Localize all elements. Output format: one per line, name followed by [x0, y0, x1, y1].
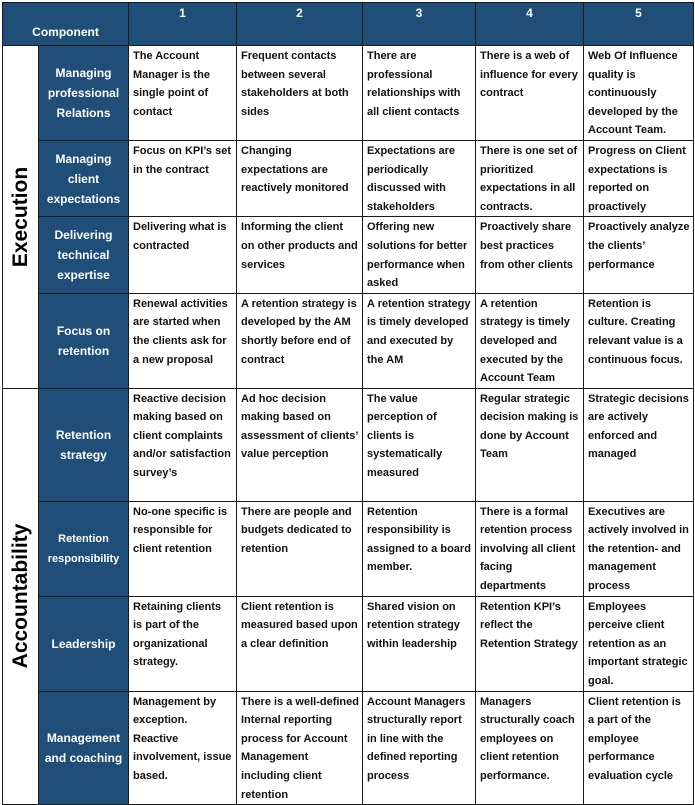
- level-cell: Proactively analyze the clients’ performance: [584, 217, 694, 293]
- level-header-3: 3: [363, 3, 476, 46]
- table-row: [3, 501, 694, 596]
- component-label: Delivering technical expertise: [39, 217, 129, 293]
- level-cell: Client retention is a part of the employee performance evaluation cycle: [584, 691, 694, 805]
- level-cell: Frequent contacts between several stakeholders at both sides: [237, 46, 363, 141]
- level-cell: There is a web of influence for every contract: [476, 46, 584, 141]
- level-cell: Retaining clients is part of the organizational strategy.: [129, 596, 237, 691]
- level-cell: Account Managers structurally report in line with the defined reporting process: [363, 691, 476, 805]
- component-label: Managing professional Relations: [39, 46, 129, 141]
- level-header-2: 2: [237, 3, 363, 46]
- level-cell: A retention strategy is timely developed and executed by the AM: [363, 293, 476, 388]
- group-label: Accountability: [8, 524, 32, 669]
- level-cell: Employees perceive client retention as an important strategic goal.: [584, 596, 694, 691]
- level-header-1: 1: [129, 3, 237, 46]
- level-cell: Focus on KPI’s set in the contract: [129, 140, 237, 216]
- level-cell: Managers structurally coach employees on client retention performance.: [476, 691, 584, 805]
- level-cell: There are professional relationships with all client contacts: [363, 46, 476, 141]
- maturity-matrix-table: [2, 2, 694, 805]
- level-cell: Expectations are periodically discussed with stakeholders: [363, 140, 476, 216]
- group-label: Execution: [8, 166, 32, 268]
- level-cell: Ad hoc decision making based on assessment of clients’ value perception: [237, 388, 363, 501]
- level-cell: There is a well-defined Internal reporting process for Account Management including client retention: [237, 691, 363, 805]
- level-cell: No-one specific is responsible for client retention: [129, 501, 237, 596]
- level-cell: Renewal activities are started when the clients ask for a new proposal: [129, 293, 237, 388]
- level-cell: There is a formal retention process involving all client facing departments: [476, 501, 584, 596]
- level-cell: A retention strategy is timely developed and executed by the Account Team: [476, 293, 584, 388]
- level-cell: Offering new solutions for better performance when asked: [363, 217, 476, 293]
- level-cell: Management by exception. Reactive involvement, issue based.: [129, 691, 237, 805]
- level-cell: Strategic decisions are actively enforced and managed: [584, 388, 694, 501]
- level-header-4: 4: [476, 3, 584, 46]
- component-label: Management and coaching: [39, 691, 129, 805]
- component-label: Managing client expectations: [39, 140, 129, 216]
- level-cell: Retention KPI’s reflect the Retention Strategy: [476, 596, 584, 691]
- table-row: [3, 388, 694, 501]
- level-cell: Delivering what is contracted: [129, 217, 237, 293]
- level-cell: The Account Manager is the single point of contact: [129, 46, 237, 141]
- component-label: Retention strategy: [39, 388, 129, 501]
- table-row: [3, 596, 694, 691]
- level-cell: Progress on Client expectations is reported on proactively: [584, 140, 694, 216]
- level-cell: Informing the client on other products and services: [237, 217, 363, 293]
- component-label: Retention responsibility: [39, 501, 129, 596]
- group-accountability: [3, 388, 39, 805]
- level-cell: Retention responsibility is assigned to a board member.: [363, 501, 476, 596]
- level-cell: Changing expectations are reactively monitored: [237, 140, 363, 216]
- table-row: [3, 217, 694, 293]
- table-row: [3, 691, 694, 805]
- level-cell: Reactive decision making based on client complaints and/or satisfaction survey’s: [129, 388, 237, 501]
- level-cell: Retention is culture. Creating relevant value is a continuous focus.: [584, 293, 694, 388]
- group-execution: [3, 46, 39, 389]
- level-cell: Client retention is measured based upon a clear definition: [237, 596, 363, 691]
- level-cell: Web Of Influence quality is continuously developed by the Account Team.: [584, 46, 694, 141]
- level-cell: A retention strategy is developed by the AM shortly before end of contract: [237, 293, 363, 388]
- level-header-5: 5: [584, 3, 694, 46]
- level-cell: The value perception of clients is systematically measured: [363, 388, 476, 501]
- component-label: Leadership: [39, 596, 129, 691]
- table-row: [3, 140, 694, 216]
- table-row: [3, 46, 694, 141]
- header-row: [3, 3, 694, 46]
- component-label: Focus on retention: [39, 293, 129, 388]
- table-row: [3, 293, 694, 388]
- component-header: Component: [3, 3, 129, 46]
- level-cell: Regular strategic decision making is done by Account Team: [476, 388, 584, 501]
- level-cell: Executives are actively involved in the retention- and management process: [584, 501, 694, 596]
- level-cell: There are people and budgets dedicated to retention: [237, 501, 363, 596]
- level-cell: Shared vision on retention strategy within leadership: [363, 596, 476, 691]
- level-cell: Proactively share best practices from other clients: [476, 217, 584, 293]
- level-cell: There is one set of prioritized expectations in all contracts.: [476, 140, 584, 216]
